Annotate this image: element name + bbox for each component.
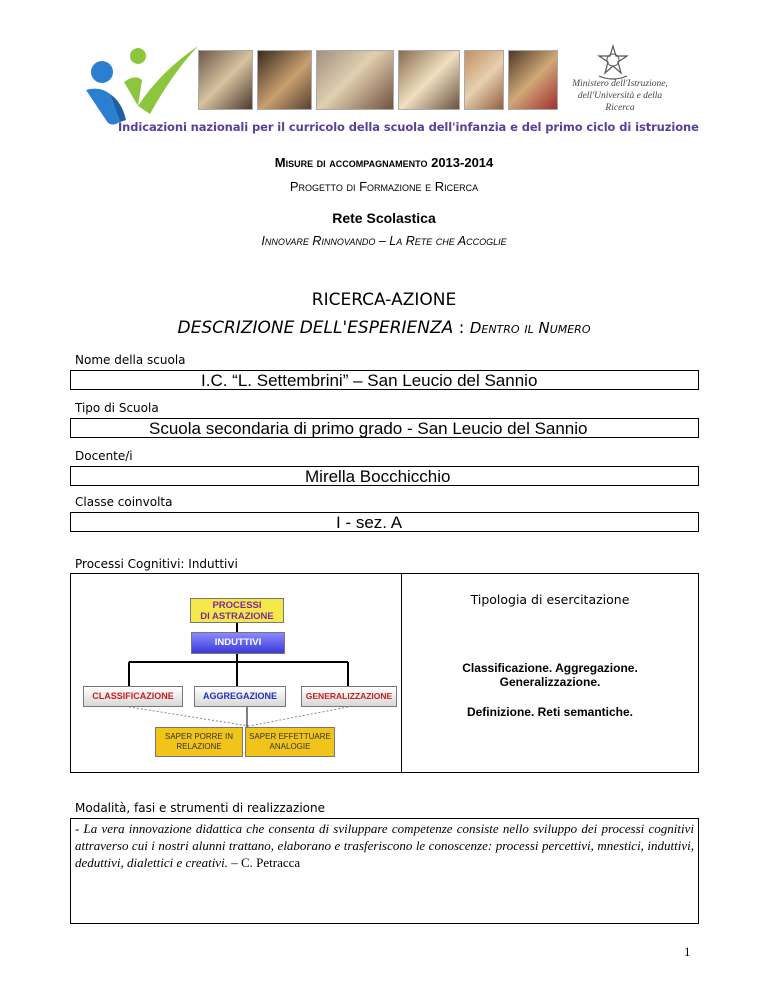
subtitle-italic: DESCRIZIONE DELL'ESPERIENZA [177,318,454,338]
header-line-3: Rete Scolastica [332,210,436,226]
photo-1 [198,50,253,110]
processes-box [70,573,699,773]
ministry-line-1: Ministero dell'Istruzione, [572,79,668,89]
class-value: I - sez. A [336,513,403,532]
school-type-value: Scuola secondaria di primo grado - San Leucio del Sannio [149,419,588,438]
page-subtitle [0,318,768,338]
page-title: RICERCA-AZIONE [311,290,457,310]
modalities-label: Modalità, fasi e strumenti di realizzazione [75,801,325,815]
node-processi-astrazione [190,598,284,623]
node-induttivi: INDUTTIVI [191,632,285,654]
subtitle-sc: Dentro il Numero [469,319,591,337]
header-line-1-year: 2013-2014 [431,155,494,170]
header-line-1 [0,155,768,170]
teacher-label: Docente/i [75,449,133,463]
photo-6 [508,50,558,110]
concept-diagram [71,574,401,772]
node-aggregazione: AGGREGAZIONE [194,686,286,707]
ministry-name [565,78,675,114]
exercise-line-1: Classificazione. Aggregazione. [462,661,638,675]
school-name-box [70,370,699,390]
header-line-1-sc: Misure di accompagnamento [274,155,428,170]
teacher-box [70,466,699,486]
node-saper-porre-in-relazione [155,727,243,757]
exercise-title: Tipologia di esercitazione [470,592,630,607]
ministry-line-2: dell'Università e della Ricerca [577,91,663,113]
modalities-author: – C. Petracca [227,855,301,870]
node-classificazione: CLASSIFICAZIONE [83,686,183,707]
photo-5 [464,50,504,110]
node-saper-effettuare-analogie [245,727,335,757]
italian-emblem-icon [595,42,631,82]
exercise-line-3: Definizione. Reti semantiche. [466,705,634,719]
processes-label: Processi Cognitivi: Induttivi [75,557,238,571]
modalities-box [70,818,699,924]
exercise-line-2: Generalizzazione. [499,675,601,689]
class-box [70,512,699,532]
node-bottom1-line-2: RELAZIONE [176,742,222,751]
header-line-2: Progetto di Formazione e Ricerca [289,179,479,194]
node-bottom2-line-2: ANALOGIE [269,742,311,751]
photo-4 [398,50,460,110]
school-type-box [70,418,699,438]
school-name-label: Nome della scuola [75,353,186,367]
node-root-line-1: PROCESSI [212,600,262,611]
node-bottom2-line-1: SAPER EFFETTUARE [249,732,331,741]
school-type-label: Tipo di Scuola [75,401,159,415]
school-name-value: I.C. “L. Settembrini” – San Leucio del Sannio [201,371,538,390]
teacher-value: Mirella Bocchicchio [305,467,451,486]
page-number: 1 [684,944,691,959]
modalities-text [75,820,694,871]
class-label: Classe coinvolta [75,495,173,509]
modalities-quote: - La vera innovazione didattica che consenta di sviluppare competenze consiste nello sviluppo dei processi cognitivi attraverso cui i nostri alunni trattano, elaborano e trasferiscono le conoscenze: processi percettivi, mnestici, induttivi, deduttivi, dialettici e creativi. [75,821,694,870]
header-line-4: Innovare Rinnovando – La Rete che Accoglie [261,234,507,248]
photo-3 [316,50,394,110]
node-bottom1-line-1: SAPER PORRE IN [164,732,233,741]
node-generalizzazione: GENERALIZZAZIONE [301,686,397,707]
banner [0,0,768,145]
photo-2 [257,50,312,110]
subtitle-colon: : [453,318,470,338]
banner-title: Indicazioni nazionali per il curricolo della scuola dell'infanzia e del primo ciclo di istruzione [118,120,699,134]
node-root-line-2: DI ASTRAZIONE [200,611,274,622]
